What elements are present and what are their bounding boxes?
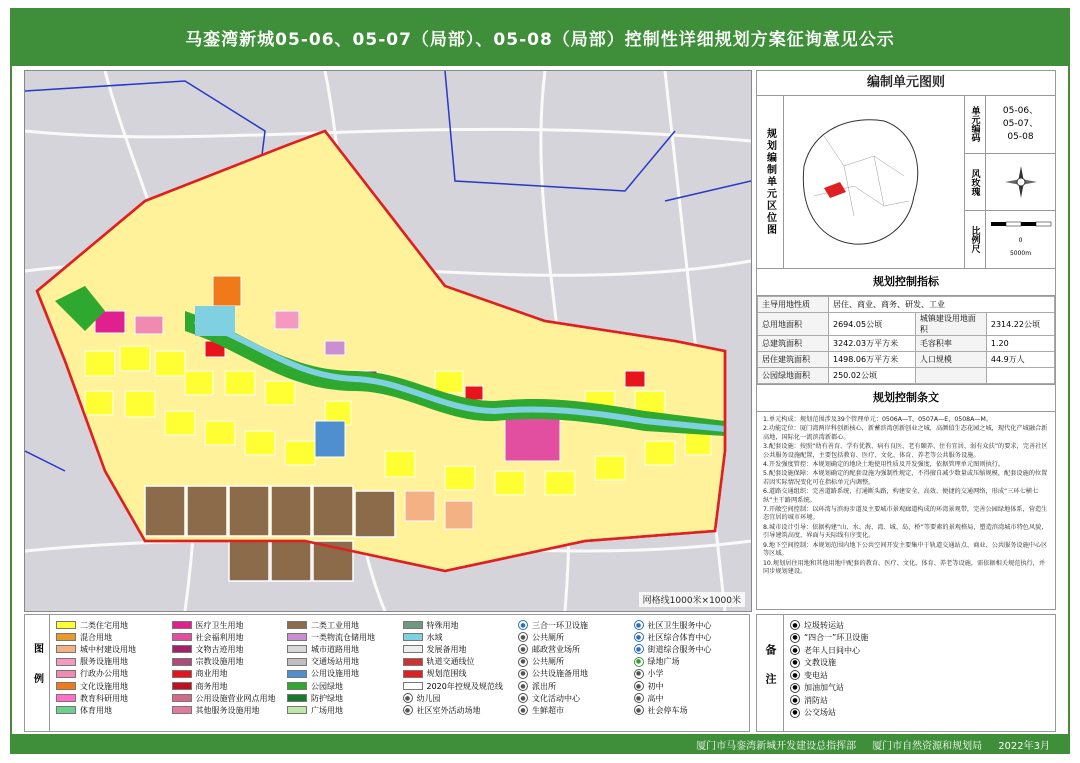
legend-item (172, 643, 282, 655)
legend-swatch (403, 645, 423, 653)
legend-swatch (172, 621, 192, 629)
legend-item (56, 704, 166, 716)
indicator-row (758, 368, 1055, 384)
legend-symbol-icon: ● (790, 645, 800, 655)
indicators-table (757, 296, 1055, 384)
legend-label: 一类物流仓储用地 (311, 632, 375, 642)
legend-symbol-icon: ● (634, 644, 644, 654)
rule-item: 2.功能定位：厦门湾两岸科创新核心，新蓄滨湾创新创业之城，高颜值生态花园之城，现代化产城融合新高地，国际化一流滨湾新都心。 (763, 425, 1048, 441)
legend-item (634, 619, 744, 631)
legend-label: 加油加气站 (804, 683, 844, 693)
legend-item (403, 643, 513, 655)
indicator-value: 2694.05公顷 (829, 313, 916, 336)
indicator-key: 毛容积率 (915, 336, 986, 352)
legend-label: 教育科研用地 (80, 693, 128, 703)
legend-item (403, 704, 513, 716)
legend-label: 体育用地 (80, 705, 112, 715)
legend-item (403, 631, 513, 643)
legend (24, 614, 750, 732)
scale-cell (965, 211, 1055, 268)
indicator-key: 总建筑面积 (758, 336, 829, 352)
scale-bar (986, 211, 1055, 268)
legend-label: 文化设施用地 (80, 681, 128, 691)
legend-item (518, 619, 628, 631)
legend-item (790, 694, 1049, 707)
legend-swatch (287, 706, 307, 714)
legend-symbol-icon: ● (403, 705, 413, 715)
indicator-row (758, 313, 1055, 336)
legend-item (172, 704, 282, 716)
location-map-svg (784, 96, 934, 266)
legend-item (634, 680, 744, 692)
legend-item (790, 707, 1049, 720)
legend-swatch (56, 621, 76, 629)
grid-note: 网格线1000米×1000米 (639, 592, 745, 607)
remarks-box (756, 614, 1056, 732)
legend-item (518, 692, 628, 704)
rule-item: 1.单元构成：规划范围涉及39个管理单元：0506A—T、0507A—E、0508A—M。 (763, 416, 993, 423)
unit-code-1: 05-06、 (1002, 105, 1039, 116)
indicators-heading: 规划控制指标 (757, 269, 1055, 296)
legend-label: 初中 (647, 681, 664, 691)
legend-item (518, 643, 628, 655)
unit-codes (986, 96, 1055, 153)
planning-map[interactable] (24, 70, 752, 612)
legend-label: 轨道交通线位 (426, 657, 475, 667)
legend-swatch (172, 670, 192, 678)
legend-item (790, 682, 1049, 695)
legend-item (634, 692, 744, 704)
rule-item: 7.开敞空间控制：以环湾与滨海步道及主要城市景观廊道构成的环湾景观带，完善公园绿地体系，营造生态宜居的城市环境。 (763, 506, 1048, 522)
legend-item (634, 656, 744, 668)
legend-label: 邮政营业场所 (532, 644, 580, 654)
indicator-row (758, 336, 1055, 352)
legend-symbol-icon: ● (790, 633, 800, 643)
legend-label: 消防站 (804, 695, 828, 705)
footer-date: 2022年3月 (998, 740, 1050, 752)
legend-label: 行政办公用地 (80, 669, 128, 679)
legend-swatch (287, 621, 307, 629)
legend-label: 派出所 (532, 681, 556, 691)
rule-item: 8.城市设计引导：依据构建“山、水、海、湾、城、岛、桥”等要素的景观格局，塑造滨湾城市特色风貌，引导建筑高度、界面与天际线有序变化。 (763, 523, 1048, 540)
indicator-value: 2314.22公顷 (986, 313, 1054, 336)
legend-swatch (287, 694, 307, 702)
legend-swatch (172, 706, 192, 714)
legend-label: 社会福利用地 (195, 632, 244, 642)
legend-symbol-icon: ● (634, 620, 644, 630)
legend-item (403, 692, 513, 704)
legend-swatch (403, 682, 423, 690)
legend-swatch (172, 633, 192, 641)
rules-heading: 规划控制条文 (757, 384, 1055, 412)
legend-label: 文化活动中心 (532, 693, 580, 703)
legend-label: 社区综合体育中心 (647, 632, 712, 642)
legend-item (287, 704, 397, 716)
legend-item (518, 631, 628, 643)
legend-item (56, 619, 166, 631)
legend-symbol-icon: ● (518, 644, 528, 654)
unit-diagram-heading: 编制单元图则 (757, 71, 1055, 96)
unit-code-2: 05-07、 (1002, 118, 1039, 129)
rules-text (757, 412, 1055, 590)
legend-symbol-icon: ● (634, 693, 644, 703)
legend-item (172, 656, 282, 668)
legend-swatch (56, 658, 76, 666)
legend-label: 社会停车场 (647, 705, 688, 715)
legend-item (56, 668, 166, 680)
legend-label: 社区室外活动场地 (416, 705, 481, 715)
legend-swatch (56, 682, 76, 690)
legend-item (172, 631, 282, 643)
indicator-value: 1498.06万平方米 (829, 352, 916, 368)
legend-label: 老年人日间中心 (804, 645, 860, 655)
legend-symbol-icon: ● (518, 657, 528, 667)
indicator-key: 居住建筑面积 (758, 352, 829, 368)
indicator-key: 公园绿地面积 (758, 368, 829, 384)
rule-item: 10.规划居住用地和其他用地中配套的教育、医疗、文化、体育、养老等设施，需依据相关规范执行，并同步规划建设。 (763, 559, 1046, 575)
legend-label: 商务用地 (195, 681, 228, 691)
location-label: 规划编制单元区位图 (757, 96, 784, 268)
wind-rose-cell (965, 154, 1055, 212)
legend-item (790, 644, 1049, 657)
legend-label: 规划范围线 (426, 669, 467, 679)
legend-label: 2020年控规及规范线 (426, 681, 503, 691)
legend-item (518, 656, 628, 668)
rule-item: 6.道路交通组织：完善道路系统，打通断头路，构建安全、高效、便捷的交通网络，形成“三环七横七纵”主干路网系统。 (763, 488, 1039, 504)
legend-item (634, 668, 744, 680)
scale-tick-max: 5000m (1009, 249, 1032, 257)
page-title: 马銮湾新城05-06、05-07（局部）、05-08（局部）控制性详细规划方案征询意见公示 (10, 8, 1070, 66)
legend-label: 混合用地 (80, 632, 112, 642)
legend-swatch (56, 670, 76, 678)
legend-item (56, 643, 166, 655)
indicator-value: 250.02公顷 (829, 368, 916, 384)
rule-item: 9.地下空间控制：本规划范围内地下公共空间开发主要集中于轨道交通站点、商业、公共服务设施中心区等区域。 (763, 541, 1048, 558)
legend-symbol-icon: ● (790, 658, 800, 668)
legend-item (172, 692, 282, 704)
legend-item (172, 680, 282, 692)
legend-label: 交通场站用地 (311, 657, 359, 667)
legend-label: 公共厕所 (532, 632, 564, 642)
unit-code-label: 单元编码 (965, 96, 986, 153)
scale-bar-icon (989, 220, 1053, 234)
legend-item (287, 656, 397, 668)
legend-item (56, 680, 166, 692)
legend-item (634, 704, 744, 716)
indicator-value: 3242.03万平方米 (829, 336, 916, 352)
indicator-value: 44.9万人 (986, 352, 1054, 368)
footer-org2: 厦门市自然资源和规划局 (872, 740, 983, 752)
legend-label: 二类工业用地 (311, 620, 359, 630)
legend-swatch (403, 621, 423, 629)
legend-symbol-icon: ● (518, 705, 528, 715)
legend-label: 二类住宅用地 (80, 620, 128, 630)
legend-symbol-icon: ● (634, 657, 644, 667)
legend-item (287, 643, 397, 655)
legend-symbol-icon: ● (518, 669, 528, 679)
legend-item (790, 632, 1049, 645)
legend-symbol-icon: ● (518, 693, 528, 703)
indicator-value (986, 368, 1054, 384)
legend-swatch (172, 645, 192, 653)
main-function-value: 居住、商业、商务、研发、工业 (829, 297, 1055, 313)
legend-item (287, 631, 397, 643)
legend-item (172, 619, 282, 631)
scale-label: 比例尺 (965, 211, 986, 268)
legend-item (790, 657, 1049, 670)
legend-swatch (403, 658, 423, 666)
land-use-map-svg (25, 71, 751, 611)
legend-swatch (287, 682, 307, 690)
legend-item (287, 680, 397, 692)
location-side (965, 96, 1055, 268)
rule-item: 4.开发强度管控：本规划确定的地块土地使用性质及开发强度，依据管理单元图则执行。 (763, 461, 1005, 469)
legend-label: 公交场站 (804, 708, 836, 718)
legend-swatch (403, 633, 423, 641)
indicator-value: 1.20 (986, 336, 1054, 352)
indicator-key: 人口规模 (915, 352, 986, 368)
location-row (757, 96, 1055, 269)
legend-symbol-icon: ● (518, 681, 528, 691)
legend-item (56, 631, 166, 643)
legend-label: 商业用地 (195, 669, 228, 679)
legend-symbol-icon: ● (790, 708, 800, 718)
legend-label: 变电站 (804, 670, 828, 680)
legend-item (518, 668, 628, 680)
legend-label: 高中 (647, 693, 664, 703)
legend-item (518, 704, 628, 716)
legend-symbol-icon: ● (790, 695, 800, 705)
legend-item (403, 680, 513, 692)
legend-label: 文物古迹用地 (195, 644, 244, 654)
legend-label: 宗教设施用地 (195, 657, 244, 667)
legend-label: 垃圾转运站 (804, 620, 844, 630)
legend-label: 小学 (647, 669, 664, 679)
legend-label: 公共设施备用地 (532, 669, 588, 679)
wind-rose (986, 154, 1055, 211)
legend-symbol-icon: ● (518, 632, 528, 642)
indicator-key: 城镇建设用地面积 (915, 313, 986, 336)
legend-item (634, 631, 744, 643)
legend-item (56, 656, 166, 668)
legend-label: 社区卫生服务中心 (647, 620, 712, 630)
legend-item (634, 643, 744, 655)
legend-item (287, 668, 397, 680)
legend-swatch (287, 658, 307, 666)
legend-label: 公共厕所 (532, 657, 564, 667)
legend-item (403, 656, 513, 668)
legend-label: 生鲜超市 (532, 705, 564, 715)
unit-code-cell (965, 96, 1055, 154)
legend-label: 城市道路用地 (311, 644, 359, 654)
legend-label: 城中村建设用地 (80, 644, 136, 654)
indicator-key: 总用地面积 (758, 313, 829, 336)
indicator-key (915, 368, 986, 384)
wind-rose-label: 风玫瑰 (965, 154, 986, 211)
legend-label: 街道综合服务中心 (647, 644, 712, 654)
legend-label: 水域 (426, 632, 443, 642)
legend-label: 服务设施用地 (80, 657, 128, 667)
legend-symbol-icon: ● (403, 693, 413, 703)
wind-rose-icon (1001, 162, 1041, 202)
legend-swatch (56, 633, 76, 641)
legend-label: 公用设施营业网点用地 (195, 693, 276, 703)
rule-item: 5.配套设施保障：本规划确定的配套设施为强制性规定，不得擅自减少数量或压缩规模，配套设施的位置若因实际情况变化可在指标单元内调整。 (763, 470, 1048, 486)
legend-label: 三合一环卫设施 (532, 620, 588, 630)
legend-symbol-icon: ● (518, 620, 528, 630)
legend-item (790, 619, 1049, 632)
footer (10, 734, 1070, 754)
unit-code-3: 05-08 (1007, 131, 1034, 142)
legend-item (790, 669, 1049, 682)
indicator-row-main (758, 297, 1055, 313)
legend-label: 公园绿地 (311, 681, 343, 691)
legend-label: “四合一”环卫设施 (804, 633, 869, 643)
legend-swatch (56, 706, 76, 714)
legend-symbol-icon: ● (634, 632, 644, 642)
rule-item: 3.配套设施：按照“幼有善育、学有优教、病有良医、老有颐养、住有宜居、弱有众扶”的要求，完善社区公共服务设施配置，主要包括教育、医疗、文化、体育、养老等公共服务设施。 (763, 443, 1048, 459)
legend-swatch (56, 645, 76, 653)
legend-symbol-icon: ● (790, 683, 800, 693)
legend-symbol-icon: ● (634, 705, 644, 715)
legend-label: 绿地广场 (647, 657, 680, 667)
legend-swatch (56, 694, 76, 702)
legend-swatch (287, 633, 307, 641)
legend-item (287, 619, 397, 631)
legend-title: 图例 (25, 615, 50, 731)
footer-org1: 厦门市马銮湾新城开发建设总指挥部 (696, 740, 857, 752)
extra-legend (784, 615, 1055, 731)
legend-symbol-icon: ● (634, 681, 644, 691)
legend-swatch (172, 682, 192, 690)
indicator-row (758, 352, 1055, 368)
legend-swatch (172, 694, 192, 702)
legend-label: 公用设施用地 (311, 669, 359, 679)
legend-label: 其他服务设施用地 (195, 705, 260, 715)
location-map (784, 96, 965, 268)
legend-symbol-icon: ● (634, 669, 644, 679)
unit-diagram-panel (756, 70, 1056, 610)
legend-item (403, 668, 513, 680)
legend-swatch (287, 670, 307, 678)
legend-grid (50, 615, 749, 731)
legend-label: 幼儿园 (416, 693, 441, 703)
legend-symbol-icon: ● (790, 620, 800, 630)
legend-label: 特殊用地 (426, 620, 459, 630)
legend-item (403, 619, 513, 631)
legend-item (56, 692, 166, 704)
main-function-label: 主导用地性质 (758, 297, 829, 313)
legend-item (518, 680, 628, 692)
scale-tick-min: 0 (1018, 236, 1023, 244)
legend-label: 医疗卫生用地 (195, 620, 244, 630)
legend-label: 防护绿地 (311, 693, 343, 703)
legend-swatch (403, 670, 423, 678)
legend-label: 广场用地 (311, 705, 343, 715)
legend-swatch (172, 658, 192, 666)
legend-symbol-icon: ● (790, 670, 800, 680)
legend-swatch (287, 645, 307, 653)
legend-item (287, 692, 397, 704)
legend-item (172, 668, 282, 680)
legend-label: 发展备用地 (426, 644, 467, 654)
remarks-title: 备注 (757, 615, 784, 731)
legend-label: 文教设施 (804, 658, 836, 668)
